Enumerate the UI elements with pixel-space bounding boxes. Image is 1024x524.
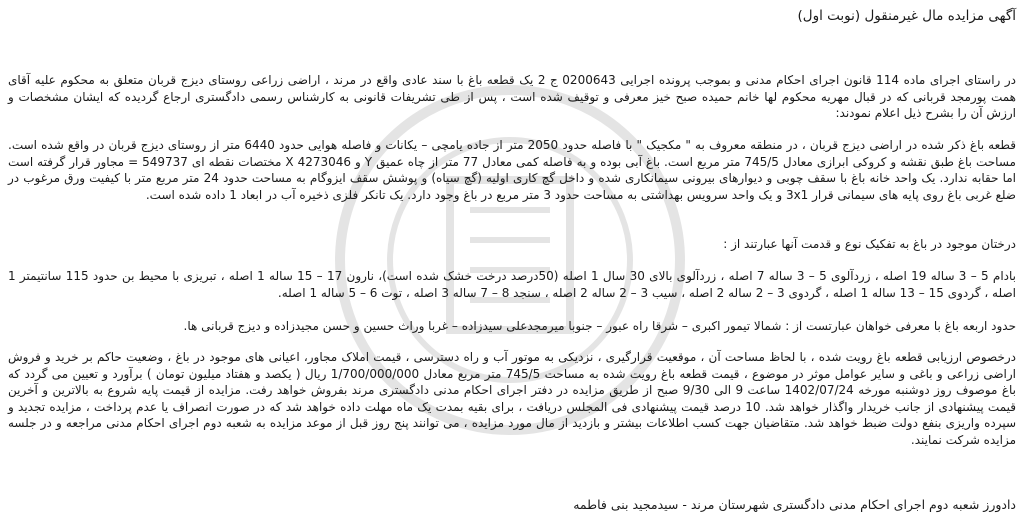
trees-list-paragraph: بادام 5 – 3 ساله 19 اصله ، زردآلوی 5 – 3 ساله 7 اصله ، زردآلوی بالای 30 سال 1 اصله (50درصد درخت خشک شده است)، نارون 17 – 15 ساله 1 اصله ، تبریزی با محیط بن حدود 115 سانتیمتر 1 اصله ، گردوی 15 – 13 ساله 1 اصله ، گردوی 3 – 2 ساله 2 اصله ، سیب 3 – 2 ساله 2 اصله ، سنجد 8 – 7 ساله 3 اصله ، توت 6 – 5 ساله 1 اصله. xyxy=(8,269,1017,300)
valuation-auction-paragraph: درخصوص ارزیابی قطعه باغ رویت شده ، با لحاظ مساحت آن ، موقعیت قرارگیری ، نزدیکی به موتور آب و راه دسترسی ، قیمت املاک مجاور، اعیانی های موجود در باغ ، وضعیت حاکم بر خرید و فروش اراضی زراعی و باغی و سایر عوامل موثر در موضوع ، قیمت قطعه باغ رویت شده به مساحت 745/5 متر مربع معادل 1/700/000/000 ریال ( یکصد و هفتاد میلیون تومان ) برآورد و تعیین می گردد که باغ موصوف روز دوشنبه مورخه 1402/07/24 ساعت 9 الی 9/30 صبح از طریق مزایده در دفتر اجرای احکام مدنی دادگستری مرند بفروش خواهد رفت. مزایده از قیمت پایه شروع به بالاترین و آخرین قیمت پیشنهادی از جانب خریدار واگذار خواهد شد. 10 درصد قیمت پیشنهادی فی المجلس دریافت ، برای بقیه بمدت یک ماه مهلت داده خواهد شد که در صورت انصراف یا عدم پرداخت ، مزایده تجدید و سپرده واریزی بنفع دولت ضبط خواهد شد. متقاضیان جهت کسب اطلاعات بیشتر و بازدید از مال مورد مزایده ، می توانند پنج روز قبل از موعد مزایده به شعبه دوم اجرای احکام مدنی مراجعه و در جلسه مزایده شرکت نمایند. xyxy=(8,350,1017,447)
boundaries-paragraph: حدود اربعه باغ با معرفی خواهان عبارتست از : شمالا تیمور اکبری – شرقا راه عبور – جنوبا میرمجدعلی سیدزاده – غربا وراث حسین و حسن مجیدزاده و دیزج قربانی ها. xyxy=(183,319,1016,333)
signature-footer: دادورز شعبه دوم اجرای احکام مدنی دادگستری شهرستان مرند - سیدمجید بنی فاطمه xyxy=(573,497,1016,512)
trees-heading-paragraph: درختان موجود در باغ به تفکیک نوع و قدمت آنها عبارتند از : xyxy=(723,237,1016,251)
property-description-paragraph: قطعه باغ ذکر شده در اراضی دیزج قربان ، در منطقه معروف به " مکجیک " با فاصله حدود 2050 متر از جاده یامچی – یکانات و فاصله هوایی حدود 6440 متر از روستای دیزج قربان در واقع شده است. مساحت باغ طبق نقشه و کروکی ابرازی معادل 745/5 متر مربع است. باغ آبی بوده و به فاصله کمی معادل 77 متر از چاه عمیق Y و 4273046 X مختصات نقطه ای 549737 = مجاور قرار گرفته است اما حقابه ندارد. یک واحد خانه باغ با سقف چوبی و دیوارهای بیرونی سیمانکاری شده و داخل گچ کاری اولیه (گچ سیاه) و پوشش سقف ایزوگام به مساحت حدود 24 متر مربع متر با کیفیت ورق مرغوب در ضلع غربی باغ روی پایه های سیمانی قرار 3x1 و یک واحد سرویس بهداشتی به مساحت حدود 3 متر مربع در باغ وجود دارد. یک تانکر فلزی ذخیره آب در ابعاد 1 داده شده است. xyxy=(8,138,1017,202)
intro-paragraph: در راستای اجرای ماده 114 قانون اجرای احکام مدنی و بموجب پرونده اجرایی 0200643 ج 2 یک قطعه باغ با سند عادی واقع در مرند ، اراضی زراعی روستای دیزج قربان متعلق به محکوم علیه آقای همت پورمجد قربانی که در قبال مهریه محکوم لها خانم حمیده صبح خیز معرفی و توقیف شده است ، پس از طی تشریفات قانونی به کارشناس رسمی دادگستری ارجاع گردیده که ایشان مشخصات و ارزش آن را بشرح ذیل اعلام نمودند: xyxy=(8,73,1017,121)
notice-title: آگهی مزایده مال غیرمنقول (نوبت اول) xyxy=(797,8,1016,24)
